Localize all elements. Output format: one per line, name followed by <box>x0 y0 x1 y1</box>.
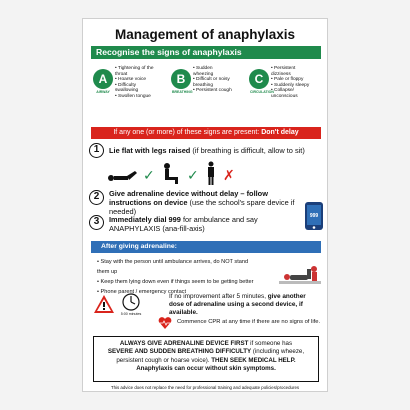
sign-letter: A <box>93 69 113 89</box>
list-item: • Pale or floppy <box>271 77 311 83</box>
list-item: • Keep them lying down even if things seem to be getting better <box>97 277 257 287</box>
sign-letter: B <box>171 69 191 89</box>
alert-emphasis: Don't delay <box>261 129 299 136</box>
step-text <box>109 215 289 233</box>
step-text <box>109 189 305 216</box>
no-improvement-bold: give another dose of adrenaline using a second device, if available. <box>169 293 306 316</box>
no-improvement-text <box>169 293 319 317</box>
after-heading: After giving adrenaline: <box>91 241 321 253</box>
svg-text:999: 999 <box>309 213 319 219</box>
recognise-heading: Recognise the signs of anaphylaxis <box>91 46 321 59</box>
alert-banner <box>91 127 321 139</box>
phone-icon <box>304 201 324 231</box>
anaphylaxis-poster <box>82 18 328 392</box>
warning-rest-2: (including wheeze, <box>251 348 305 356</box>
lying-person-illustration <box>279 263 321 289</box>
sign-breathing <box>171 63 245 123</box>
sign-label: BREATHING <box>172 90 193 94</box>
footer-disclaimer: This advice does not replace the need for professional training and adequate policies/procedures <box>110 385 300 390</box>
sitting-icon <box>164 163 178 184</box>
standing-icon <box>208 162 214 186</box>
list-item: • Persistent cough <box>193 88 233 94</box>
step-rest: (if breathing is difficult, allow to sit) <box>190 146 305 155</box>
cpr-text: Commence CPR at any time if there are no signs of life. <box>177 319 321 325</box>
list-item: • Phone parent / emergency contact <box>97 287 257 297</box>
list-item: • Sudden wheezing <box>193 66 233 77</box>
warning-icon <box>93 294 115 314</box>
adrenaline-warning-box <box>93 336 319 382</box>
sign-list <box>271 66 311 100</box>
list-item: • Suddenly sleepy <box>271 83 311 89</box>
step-bold: Lie flat with legs raised <box>109 146 191 155</box>
step-rest: for ambulance and say ANAPHYLAXIS (ana-fill-axis) <box>109 215 258 233</box>
heart-icon <box>158 316 172 330</box>
step-rest: (use the school's spare device if needed) <box>109 198 295 216</box>
step-bold: Give adrenaline device without delay – follow instructions on device <box>109 189 268 207</box>
page-title: Management of anaphylaxis <box>114 27 296 42</box>
step-bold: Immediately dial 999 <box>109 215 181 224</box>
list-item: • Difficult or noisy breathing <box>193 77 233 88</box>
step-text <box>109 146 323 155</box>
list-item: • Persistent dizziness <box>271 66 311 77</box>
step-number: 2 <box>89 190 104 205</box>
sign-label: AIRWAY <box>96 90 110 94</box>
lying-legs-raised-icon <box>108 171 137 181</box>
step-number: 3 <box>89 215 104 230</box>
check-icon: ✓ <box>187 167 199 183</box>
warning-bold-2: SEVERE AND SUDDEN BREATHING DIFFICULTY <box>107 348 252 356</box>
sign-list <box>193 66 233 94</box>
list-item: • Tightening of the throat <box>115 66 155 77</box>
list-item: • Difficulty swallowing <box>115 83 155 94</box>
list-item: • Collapse/ unconscious <box>271 88 311 99</box>
sign-airway <box>93 63 167 123</box>
timer-label: 5:00 minutes <box>120 312 142 316</box>
sign-letter: C <box>249 69 269 89</box>
no-improvement-prefix: If no improvement after 5 minutes, <box>169 293 268 300</box>
warning-rest-1: if someone has <box>248 340 293 347</box>
sign-list <box>115 66 155 100</box>
warning-bold-1: ALWAYS GIVE ADRENALINE DEVICE FIRST <box>119 340 249 347</box>
step-number: 1 <box>89 143 104 158</box>
timer-icon <box>122 293 140 311</box>
sign-label: CIRCULATION <box>250 90 274 94</box>
list-item: • Stay with the person until ambulance arrives, do NOT stand them up <box>97 257 257 277</box>
cross-icon: ✗ <box>223 167 235 183</box>
alert-prefix: If any one (or more) of these signs are present: <box>113 129 262 136</box>
warning-bold-4: Anaphylaxis can occur without skin symptoms. <box>136 364 276 372</box>
list-item: • Swollen tongue <box>115 94 155 100</box>
warning-bold-3: THEN SEEK MEDICAL HELP. <box>211 356 296 364</box>
after-list <box>97 257 257 297</box>
warning-rest-3: persistent cough or hoarse voice). <box>116 356 212 364</box>
sign-circulation <box>249 63 323 123</box>
check-icon: ✓ <box>143 167 155 183</box>
list-item: • Hoarse voice <box>115 77 155 83</box>
